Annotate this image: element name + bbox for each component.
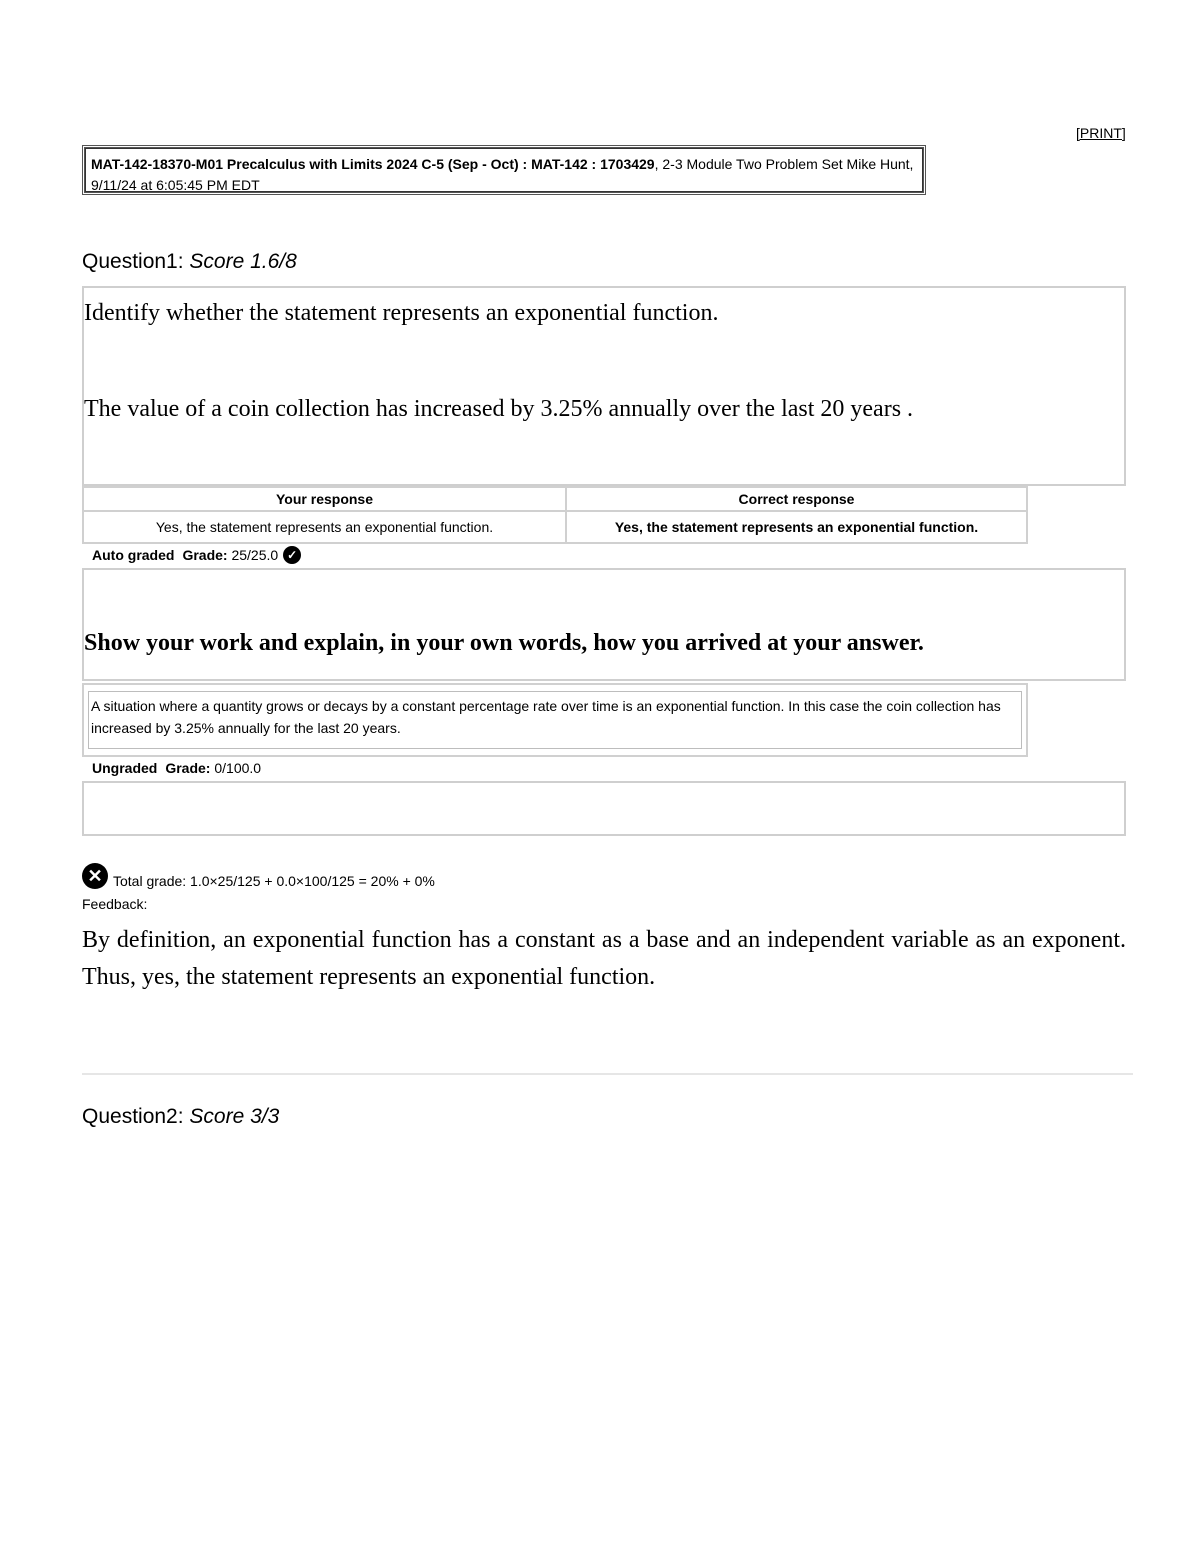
question1-stem: [82, 286, 1126, 486]
question1-statement: The value of a coin collection has increased by 3.25% annually over the last 20 years .: [84, 396, 914, 422]
response-table: [82, 486, 1028, 544]
correct-response-header: Correct response: [566, 487, 1027, 511]
feedback-label: Feedback:: [82, 896, 148, 912]
print-link[interactable]: [PRINT]: [1076, 125, 1126, 141]
question1-heading: Question1: Score 1.6/8: [82, 250, 297, 273]
course-title: MAT-142-18370-M01 Precalculus with Limits 2024 C-5 (Sep - Oct) : MAT-142 : 1703429: [91, 156, 655, 172]
question-divider: [82, 1073, 1133, 1075]
grade-value: 0/100.0: [214, 760, 262, 776]
explain-prompt: Show your work and explain, in your own words, how you arrived at your answer.: [84, 630, 924, 656]
grade-label: Grade:: [182, 547, 228, 563]
grading-mode: Auto graded: [92, 547, 175, 563]
check-circle-icon: ✓: [283, 546, 301, 564]
grade-value: 25/25.0: [231, 547, 279, 563]
assignment-info: , 2-3 Module Two Problem Set Mike Hunt, 9/11/24 at 6:05:45 PM EDT: [91, 156, 914, 193]
question1-label: Question1: [82, 250, 178, 273]
explain-prompt-box: [82, 568, 1126, 681]
your-response-header: Your response: [83, 487, 566, 511]
part2-grade-line: [92, 760, 261, 776]
part1-grade-line: [92, 546, 301, 564]
feedback-text: By definition, an exponential function has a constant as a base and an independent variable as an exponent. Thus, yes, the statement represents an exponential function.: [82, 927, 1126, 990]
total-grade: Total grade: 1.0×25/125 + 0.0×100/125 = 20% + 0%: [113, 873, 435, 889]
grade-label: Grade:: [165, 760, 211, 776]
grading-mode: Ungraded: [92, 760, 158, 776]
student-answer: A situation where a quantity grows or decays by a constant percentage rate over time is an exponential function. In this case the coin collection has increased by 3.25% annually for the last 20 years.: [88, 691, 1022, 749]
empty-answer-box: [82, 781, 1126, 836]
question1-score: Score 1.6/8: [189, 250, 297, 273]
question2-score: Score 3/3: [189, 1105, 280, 1128]
correct-response-cell: Yes, the statement represents an exponential function.: [566, 511, 1027, 543]
question1-prompt: Identify whether the statement represents an exponential function.: [84, 300, 719, 326]
your-response-cell: Yes, the statement represents an exponential function.: [83, 511, 566, 543]
student-answer-container: [82, 683, 1028, 757]
question2-label: Question2: [82, 1105, 178, 1128]
x-circle-icon: ✕: [82, 863, 108, 889]
course-info-box: [82, 145, 926, 195]
question2-heading: Question2: Score 3/3: [82, 1105, 280, 1128]
